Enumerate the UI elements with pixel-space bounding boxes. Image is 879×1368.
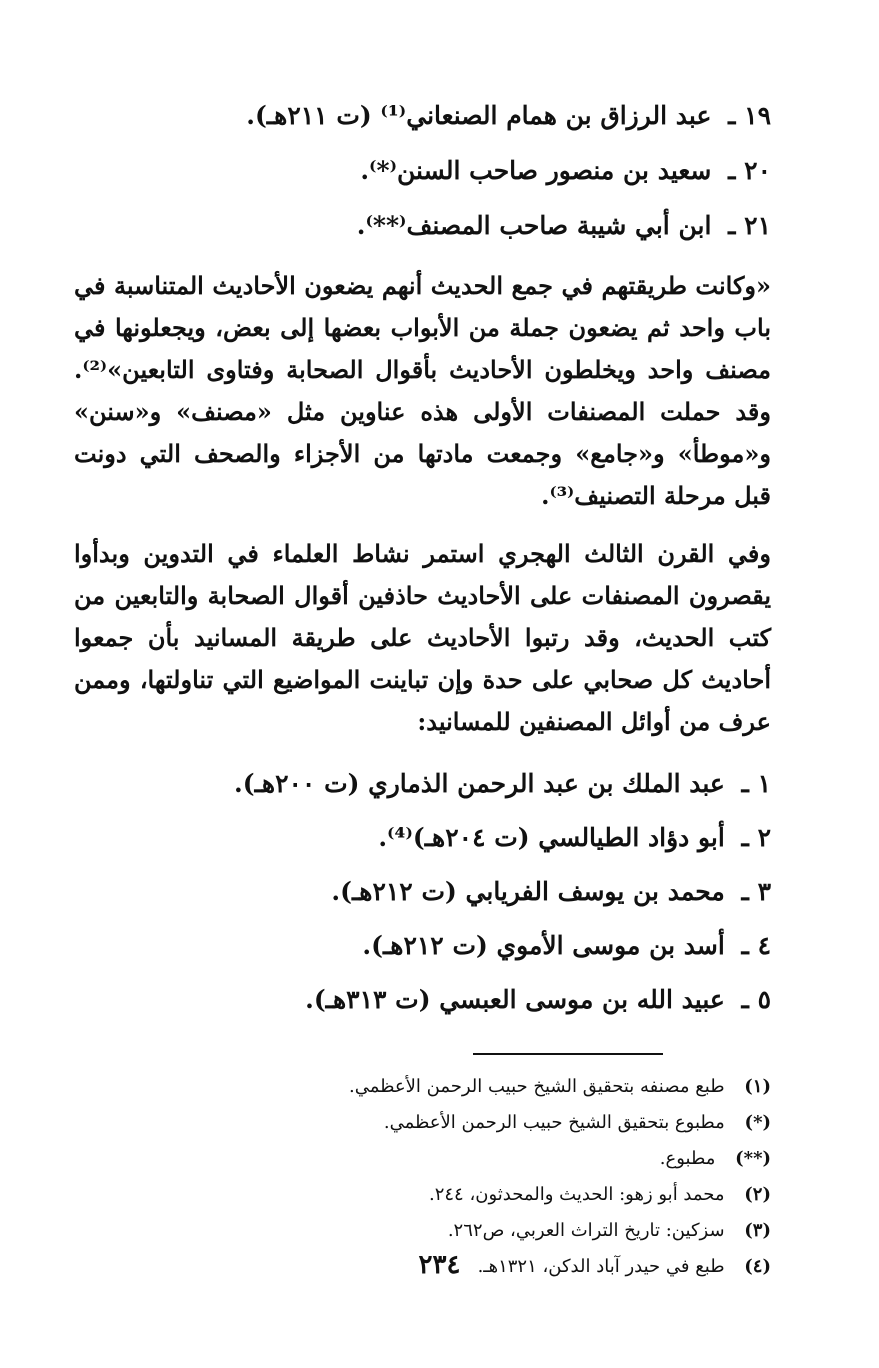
footnote-text: مطبوع. <box>659 1148 716 1169</box>
footnote <box>74 1213 771 1249</box>
body-paragraph: وفي القرن الثالث الهجري استمر نشاط العلماء في التدوين وبدأوا يقصرون المصنفات على الأحاديث حاذفين أقوال الصحابة والتابعين من كتب الحديث، وقد رتبوا الأحاديث على طريقة المسانيد بأن جمعوا أحاديث كل صحابي على حدة وإن تباينت المواضيع التي تناولتها، وممن عرف من أوائل المصنفين للمسانيد: <box>74 539 771 736</box>
list-item <box>74 811 771 865</box>
item-text: محمد بن يوسف الفريابي (ت ٢١٢هـ). <box>331 877 725 906</box>
footnote <box>74 1177 771 1213</box>
footnote-text: محمد أبو زهو: الحديث والمحدثون، ٢٤٤. <box>428 1184 725 1205</box>
footnote-mark: (*) <box>744 1112 771 1133</box>
footnote-mark: (٤) <box>744 1256 771 1277</box>
item-number: ١٩ ـ <box>728 101 771 130</box>
item-number: ٥ ـ <box>741 985 771 1014</box>
footnote-text: طبع في حيدر آباد الدكن، ١٣٢١هـ. <box>477 1256 725 1277</box>
item-text: سعيد بن منصور صاحب السنن⁽*⁾. <box>360 156 712 185</box>
item-number: ٢١ ـ <box>728 211 771 240</box>
footnote-mark: (٣) <box>744 1220 771 1241</box>
list-item <box>74 757 771 811</box>
item-text: عبد الرزاق بن همام الصنعاني⁽¹⁾ (ت ٢١١هـ). <box>246 101 712 130</box>
list-item <box>74 143 771 198</box>
footnote-text: سزكين: تاريخ التراث العربي، ص٢٦٢. <box>447 1220 725 1241</box>
page-number: ٢٣٤ <box>418 1250 461 1280</box>
item-number: ٢ ـ <box>741 823 771 852</box>
list-item <box>74 919 771 973</box>
item-text: عبيد الله بن موسى العبسي (ت ٣١٣هـ). <box>305 985 725 1014</box>
list-item <box>74 88 771 143</box>
footnote-mark: (٢) <box>744 1184 771 1205</box>
item-text: ابن أبي شيبة صاحب المصنف⁽**⁾. <box>356 211 712 240</box>
item-text: أسد بن موسى الأموي (ت ٢١٢هـ). <box>362 931 725 960</box>
footnote <box>74 1069 771 1105</box>
item-number: ٢٠ ـ <box>728 156 771 185</box>
list-item <box>74 865 771 919</box>
item-text: عبد الملك بن عبد الرحمن الذماري (ت ٢٠٠هـ). <box>234 769 725 798</box>
list-item <box>74 973 771 1027</box>
footnote <box>74 1105 771 1141</box>
footnote-text: مطبوع بتحقيق الشيخ حبيب الرحمن الأعظمي. <box>383 1112 725 1133</box>
footnote-mark: (**) <box>735 1148 771 1169</box>
list-item <box>74 198 771 253</box>
footnote <box>74 1141 771 1177</box>
item-number: ١ ـ <box>741 769 771 798</box>
footnote-text: طبع مصنفه بتحقيق الشيخ حبيب الرحمن الأعظمي. <box>349 1076 725 1097</box>
item-number: ٣ ـ <box>741 877 771 906</box>
scholars-list-b <box>74 757 771 1027</box>
footnote-divider <box>473 1053 663 1055</box>
scholars-list-a <box>74 88 771 253</box>
item-text: أبو دؤاد الطيالسي (ت ٢٠٤هـ)⁽⁴⁾. <box>378 823 725 852</box>
body-paragraph: «وكانت طريقتهم في جمع الحديث أنهم يضعون الأحاديث المتناسبة في باب واحد ثم يضعون جملة من الأبواب بعضها إلى بعض، ويجعلونها في مصنف واحد ويخلطون الأحاديث بأقوال الصحابة وفتاوى التابعين»⁽²⁾. وقد حملت المصنفات الأولى هذه عناوين مثل «مصنف» و«سنن» و«موطأ» و«جامع» وجمعت مادتها من الأجزاء والصحف التي دونت قبل مرحلة التصنيف⁽³⁾. <box>74 271 771 510</box>
item-number: ٤ ـ <box>741 931 771 960</box>
footnote-mark: (١) <box>744 1076 771 1097</box>
